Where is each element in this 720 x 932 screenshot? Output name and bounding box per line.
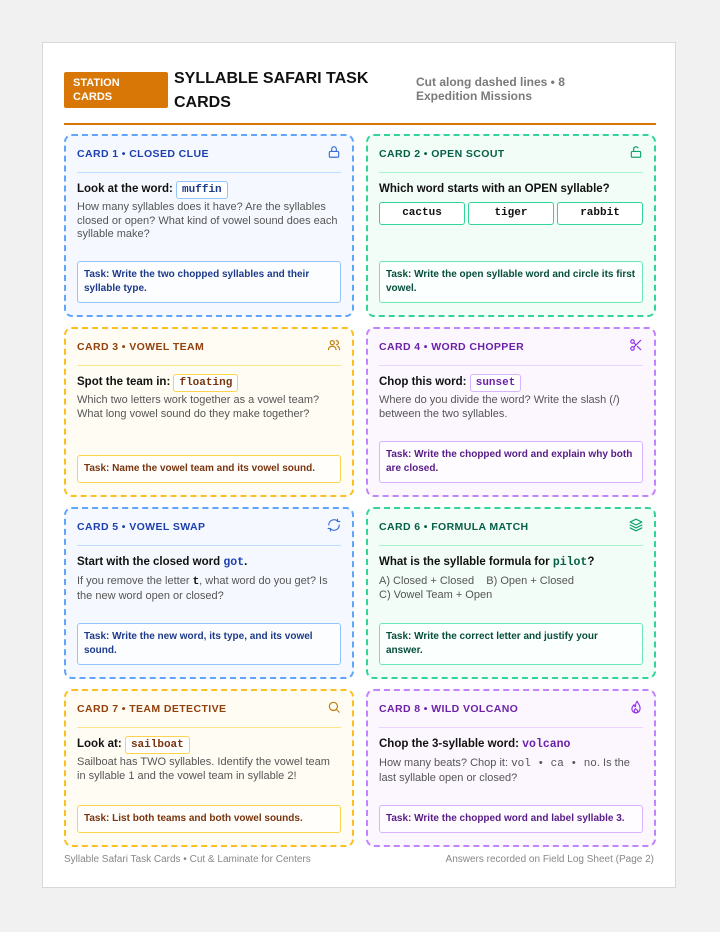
card-prompt	[379, 372, 643, 392]
lock-icon	[327, 145, 341, 159]
option-rabbit[interactable]: rabbit	[557, 202, 643, 225]
prompt-text: Chop the 3-syllable word:	[379, 738, 519, 750]
card-team-detective	[64, 689, 354, 847]
option-tiger[interactable]: tiger	[468, 202, 554, 225]
body-text-end: , what word do you get? Is the new word open or closed?	[77, 575, 328, 602]
prompt-text: Spot the team in:	[77, 376, 171, 388]
card-prompt	[379, 552, 643, 573]
prompt-text: What is the syllable formula for	[379, 556, 550, 568]
card-vowel-swap	[64, 507, 354, 679]
card-word-chopper	[366, 327, 656, 497]
search-icon	[327, 700, 341, 714]
footer-left-note: Syllable Safari Task Cards • Cut & Laminate for Centers	[64, 854, 311, 865]
target-word-chip: muffin	[176, 181, 228, 199]
task-card-sheet	[42, 42, 676, 888]
target-word-chip: floating	[173, 374, 238, 392]
unlock-icon	[629, 145, 643, 159]
card-prompt	[77, 179, 341, 199]
card-header	[379, 329, 643, 366]
inline-word: got	[223, 556, 245, 569]
card-header	[77, 136, 341, 173]
sheet-header	[64, 65, 656, 125]
card-prompt: Which word starts with an OPEN syllable?	[379, 183, 610, 195]
card-body: Sailboat has TWO syllables. Identify the vowel team in syllable 1 and the vowel team in syllable 2!	[77, 756, 330, 782]
flame-icon	[629, 700, 643, 714]
page-subtitle: Cut along dashed lines • 8 Expedition Missions	[416, 75, 565, 103]
card-header	[77, 329, 341, 366]
card-body: How many syllables does it have? Are the syllables closed or open? What kind of vowel sound does each syllable make?	[77, 201, 338, 240]
station-cards-badge: STATION CARDS	[64, 72, 168, 108]
inline-word: volcano	[522, 738, 571, 751]
card-label: CARD 1 • CLOSED CLUE	[77, 148, 209, 160]
body-text-start: If you remove the letter	[77, 575, 190, 587]
refresh-icon	[327, 518, 341, 532]
card-header	[77, 691, 341, 728]
users-icon	[327, 338, 341, 352]
card-label: CARD 2 • OPEN SCOUT	[379, 148, 505, 160]
body-text-end: . Is the last syllable open or closed?	[379, 757, 630, 784]
card-formula-match	[366, 507, 656, 679]
card-prompt	[77, 552, 341, 573]
prompt-text: Look at the word:	[77, 183, 173, 195]
card-label: CARD 7 • TEAM DETECTIVE	[77, 703, 227, 715]
prompt-text: Look at:	[77, 738, 122, 750]
card-body	[379, 757, 643, 785]
prompt-end: ?	[587, 556, 595, 568]
task-box: Task: Write the new word, its type, and its vowel sound.	[77, 623, 341, 665]
card-label: CARD 6 • FORMULA MATCH	[379, 521, 529, 533]
card-header	[379, 136, 643, 173]
card-label: CARD 8 • WILD VOLCANO	[379, 703, 519, 715]
card-prompt	[77, 372, 341, 392]
inline-word: pilot	[552, 556, 588, 569]
task-box: Task: Write the chopped word and label syllable 3.	[379, 805, 643, 833]
card-vowel-team	[64, 327, 354, 497]
body-text-start: How many beats? Chop it:	[379, 757, 509, 769]
task-box: Task: List both teams and both vowel sounds.	[77, 805, 341, 833]
task-box: Task: Write the chopped word and explain why both are closed.	[379, 441, 643, 483]
card-body: Where do you divide the word? Write the slash (/) between the two syllables.	[379, 394, 620, 420]
prompt-text: Chop this word:	[379, 376, 467, 388]
footer-right-note: Answers recorded on Field Log Sheet (Page 2)	[445, 854, 654, 865]
option-cactus[interactable]: cactus	[379, 202, 465, 225]
card-body: Which two letters work together as a vowel team? What long vowel sound do they make together?	[77, 394, 320, 420]
layers-icon	[629, 518, 643, 532]
target-word-chip: sailboat	[125, 736, 190, 754]
card-closed-clue	[64, 134, 354, 317]
syllable-chop: vol • ca • no	[511, 758, 597, 770]
card-label: CARD 3 • VOWEL TEAM	[77, 341, 205, 353]
card-header	[379, 509, 643, 546]
prompt-end: .	[244, 556, 248, 568]
card-prompt	[379, 734, 643, 755]
card-prompt	[77, 734, 341, 754]
formula-option-line: A) Closed + Closed B) Open + Closed	[379, 575, 575, 587]
word-options	[379, 202, 643, 225]
card-wild-volcano	[366, 689, 656, 847]
card-header	[379, 691, 643, 728]
prompt-text: Start with the closed word	[77, 556, 221, 568]
page-title: SYLLABLE SAFARI TASK CARDS	[174, 70, 369, 111]
scissors-icon	[629, 338, 643, 352]
task-box: Task: Name the vowel team and its vowel sound.	[77, 455, 341, 483]
card-label: CARD 4 • WORD CHOPPER	[379, 341, 525, 353]
inline-letter: t	[192, 576, 200, 588]
card-header	[77, 509, 341, 546]
task-box: Task: Write the correct letter and justify your answer.	[379, 623, 643, 665]
card-label: CARD 5 • VOWEL SWAP	[77, 521, 206, 533]
formula-option-line: C) Vowel Team + Open	[379, 588, 493, 601]
card-body	[77, 575, 341, 603]
task-box: Task: Write the open syllable word and circle its first vowel.	[379, 261, 643, 303]
target-word-chip: sunset	[470, 374, 522, 392]
task-box: Task: Write the two chopped syllables and their syllable type.	[77, 261, 341, 303]
card-open-scout	[366, 134, 656, 317]
